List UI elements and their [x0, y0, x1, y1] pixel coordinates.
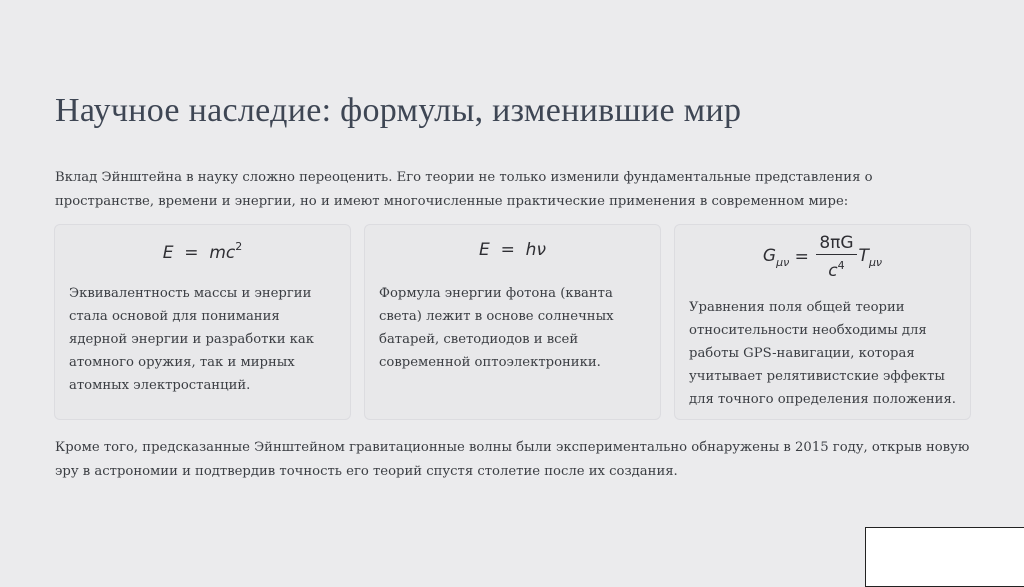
- formula-equals: =: [184, 243, 199, 263]
- formula-equals: =: [500, 240, 515, 260]
- denominator-exponent: 4: [837, 259, 845, 272]
- formula-rhs: T: [858, 245, 869, 266]
- formula-fraction: [816, 233, 856, 281]
- formula-rhs-subscript: μν: [868, 255, 883, 269]
- formula-exponent: 2: [235, 240, 243, 253]
- corner-box: [865, 527, 1024, 587]
- formula-lhs-subscript: μν: [776, 255, 790, 269]
- card-description: Уравнения поля общей теории относительности необходимы для работы GPS-навигации, которая учитывает релятивистские эффекты для точного определения положения.: [689, 300, 956, 407]
- formula-rhs: mc: [209, 243, 236, 263]
- intro-paragraph: Вклад Эйнштейна в науку сложно переоценить. Его теории не только изменили фундаментальные представления о пространстве, времени и энергии, но и имеют многочисленные практические применения в современном мире:: [55, 170, 873, 209]
- formula-card-mass-energy: [54, 224, 351, 420]
- formula-card-field-equations: [674, 224, 971, 420]
- formula-card-photon-energy: [364, 224, 661, 420]
- formula-rhs: hν: [525, 240, 546, 260]
- formula-lhs: G: [762, 245, 777, 266]
- formula-equals: =: [794, 247, 809, 267]
- formula-mass-energy: [55, 240, 350, 263]
- card-description: Эквивалентность массы и энергии стала основой для понимания ядерной энергии и разработки как атомного оружия, так и мирных атомных электростанций.: [69, 286, 315, 393]
- denominator-base: c: [828, 261, 838, 281]
- card-description: Формула энергии фотона (кванта света) лежит в основе солнечных батарей, светодиодов и всей современной оптоэлектроники.: [379, 286, 614, 370]
- formula-lhs: E: [479, 240, 490, 260]
- fraction-denominator: [828, 255, 844, 281]
- formula-photon-energy: [365, 240, 660, 260]
- formula-lhs: E: [162, 243, 174, 263]
- formula-einstein-field: [675, 233, 970, 281]
- page-title: Научное наследие: формулы, изменившие мир: [55, 92, 742, 129]
- fraction-numerator: 8πG: [816, 233, 856, 255]
- outro-paragraph: Кроме того, предсказанные Эйнштейном гравитационные волны были экспериментально обнаружены в 2015 году, открыв новую эру в астрономии и подтвердив точность его теорий спустя столетие после их создания.: [55, 440, 970, 479]
